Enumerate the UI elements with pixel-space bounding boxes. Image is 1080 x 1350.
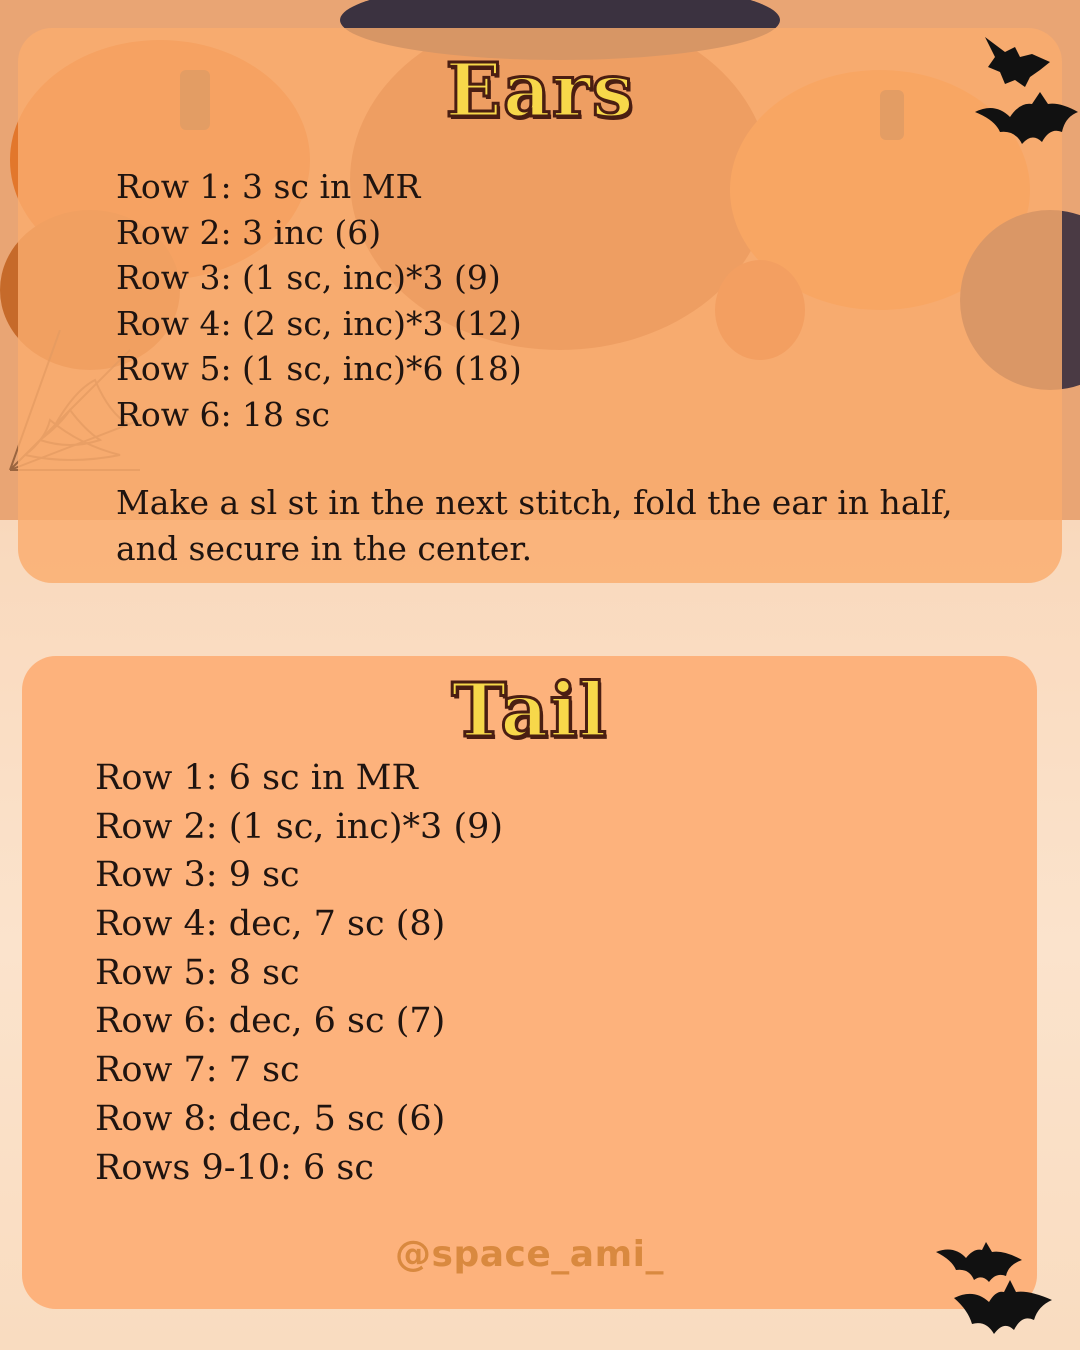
list-item: Row 5: (1 sc, inc)*6 (18) <box>116 349 522 388</box>
bat-icon <box>934 1240 1056 1336</box>
list-item: Row 2: 3 inc (6) <box>116 212 382 252</box>
list-item: Row 6: 18 sc <box>116 394 330 434</box>
tail-row-list <box>95 754 503 1192</box>
watermark: @space_ami_ <box>395 1234 664 1275</box>
ears-card <box>18 28 1062 583</box>
list-item: Row 8: dec, 5 sc (6) <box>95 1098 446 1139</box>
bat-icon <box>970 32 1080 150</box>
list-item: Row 3: 9 sc <box>95 855 300 896</box>
list-item: Row 3: (1 sc, inc)*3 (9) <box>116 258 501 297</box>
list-item: Row 4: dec, 7 sc (8) <box>95 904 446 945</box>
ears-note: Make a sl st in the next stitch, fold the ear in half, and secure in the center. <box>116 483 953 568</box>
list-item: Row 5: 8 sc <box>95 952 300 993</box>
list-item: Row 1: 3 sc in MR <box>116 167 421 206</box>
tail-card <box>22 656 1037 1309</box>
list-item: Row 6: dec, 6 sc (7) <box>95 1001 446 1042</box>
list-item: Row 4: (2 sc, inc)*3 (12) <box>116 303 522 343</box>
list-item: Row 7: 7 sc <box>95 1050 300 1091</box>
list-item: Row 1: 6 sc in MR <box>95 758 418 798</box>
tail-title: Tail <box>451 668 608 754</box>
list-item: Row 2: (1 sc, inc)*3 (9) <box>95 806 504 847</box>
ears-row-list <box>116 164 522 437</box>
list-item: Rows 9-10: 6 sc <box>95 1147 374 1188</box>
ears-title: Ears <box>445 48 635 134</box>
